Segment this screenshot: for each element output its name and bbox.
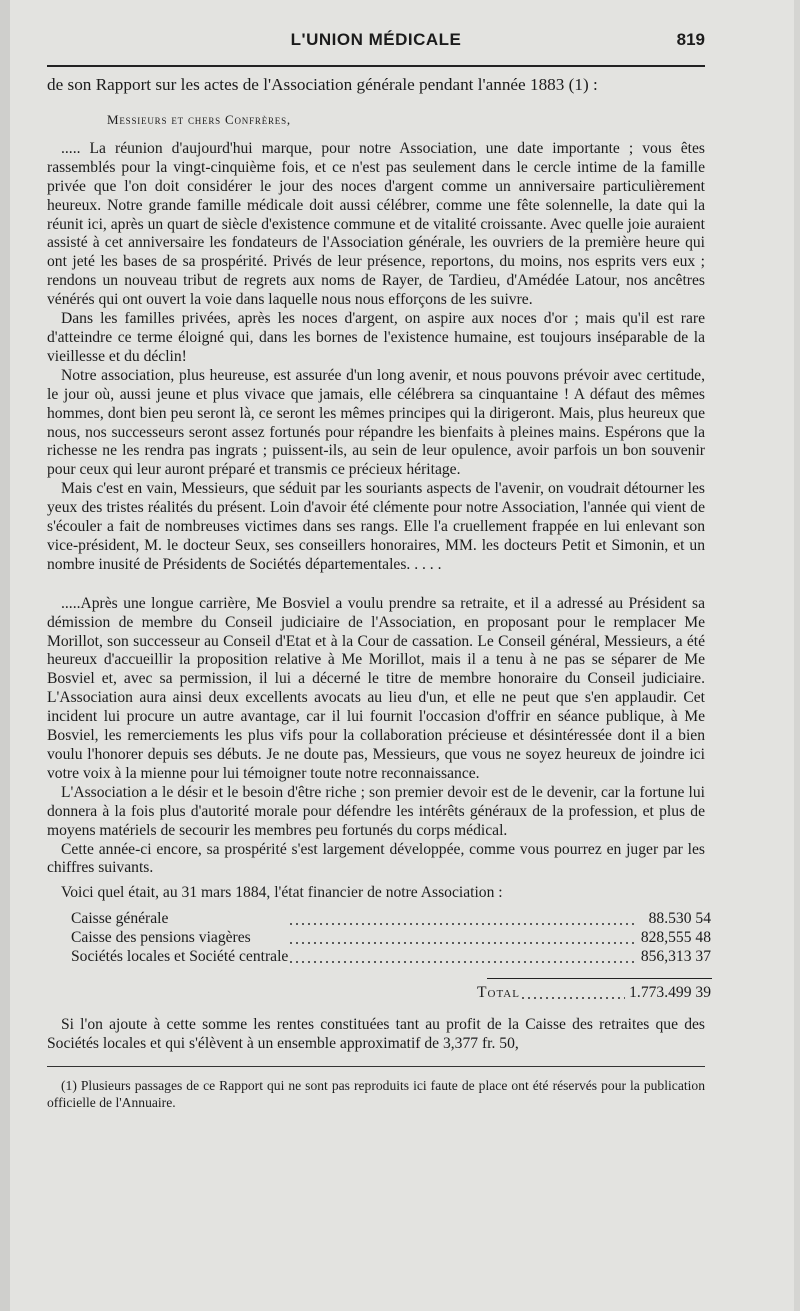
running-title: L'UNION MÉDICALE bbox=[290, 30, 462, 49]
dot-leader bbox=[520, 983, 625, 1002]
row-label: Caisse des pensions viagères bbox=[71, 929, 251, 947]
paragraph: .....Après une longue carrière, Me Bosviel a voulu prendre sa retraite, et il a adressé au Président sa démission de membre du Conseil judiciaire de l'Association, en proposant pour le remplacer Me Morillot, son successeur au Conseil d'Etat et à la Cour de cassation. Le Conseil général, Messieurs, a été heureux d'accueillir la proposition relative à Me Morillot, mais il a tenu à ne pas se séparer de Me Bosviel et, avec sa permission, il lui a décerné le titre de membre honoraire du Conseil judiciaire. L'Association aura ainsi deux excellents avocats au lieu d'un, et elle ne peut que s'en applaudir. Cet incident lui procure un autre avantage, car il lui fournit l'occasion d'offrir en séance publique, à Me Bosviel, les remerciements les plus vifs pour la collaboration précieuse et désintéressée dont il a bien voulu l'honorer depuis ses débuts. Je ne doute pas, Messieurs, que vous ne soyez heureux de joindre ici votre voix à la mienne pour lui témoigner toute notre reconnaissance. bbox=[47, 594, 705, 782]
page-number: 819 bbox=[676, 30, 705, 49]
total-label: Total bbox=[477, 984, 520, 1002]
lead-paragraph: de son Rapport sur les actes de l'Association générale pendant l'année 1883 (1) : bbox=[47, 75, 598, 94]
page-header bbox=[47, 30, 705, 60]
dot-leader bbox=[288, 928, 636, 947]
paragraph: ..... La réunion d'aujourd'hui marque, pour notre Association, une date importante ; vous êtes rassemblés pour la vingt-cinquième fois, et ce n'est pas seulement dans le cercle intime de la famille privée que l'on doit considérer le jour des noces d'argent comme un anniversaire particulièrement heureux. Notre grande famille médicale doit aussi célébrer, comme une fête solennelle, la date qui la réunit ici, après un quart de siècle d'existence commune et de vitalité croissante. Avec quelle joie auraient assisté à cet anniversaire les fondateurs de l'Association générale, les ouvriers de la première heure qui ont jeté les bases de sa prospérité. Privés de leur présence, reportons, du moins, nos esprits vers eux ; rendons un nouveau tribut de regrets aux noms de Rayer, de Tardieu, d'Amédée Latour, nos ancêtres vénérés qui ont ouvert la voie dans laquelle nous nous efforçons de les suivre. bbox=[47, 139, 705, 309]
salutation: Messieurs et chers Confrères, bbox=[107, 112, 291, 127]
row-amount: 856,313 37 bbox=[640, 948, 711, 966]
paragraph: Mais c'est en vain, Messieurs, que séduit par les souriants aspects de l'avenir, on voudrait détourner les yeux des tristes réalités du présent. Loin d'avoir été clémente pour notre Association, l'année qui vient de s'écouler a fait de nombreuses victimes dans ses rangs. Elle l'a cruellement frappée en lui enlevant son vice-président, M. le docteur Seux, ses conseillers honoraires, MM. les docteurs Petit et Simonin, et un nombre inusité de Présidents de Sociétés départementales. . . . . bbox=[47, 480, 705, 573]
table-row bbox=[71, 909, 711, 928]
financial-intro: Voici quel était, au 31 mars 1884, l'état financier de notre Association : bbox=[61, 884, 503, 902]
dot-leader bbox=[288, 909, 636, 928]
table-row bbox=[71, 947, 711, 966]
article-body bbox=[47, 75, 711, 1111]
header-rule bbox=[47, 65, 705, 67]
row-label: Sociétés locales et Société centrale bbox=[71, 948, 289, 966]
paragraph: Cette année-ci encore, sa prospérité s'est largement développée, comme vous pourrez en juger par les chiffres suivants. bbox=[47, 840, 705, 877]
total-amount: 1.773.499 39 bbox=[629, 984, 711, 1002]
row-label: Caisse générale bbox=[71, 910, 169, 928]
paragraph: Notre association, plus heureuse, est assurée d'un long avenir, et nous pouvons prévoir avec certitude, le jour où, aussi jeune et plus vivace que jamais, elle célébrera sa cinquantaine ! A défaut des mêmes hommes, dont bien peu seront là, ce seront les mêmes principes qui la dirigeront. Mais, plus heureux que nous, nos successeurs seront assez fortunés pour répandre les bienfaits à pleines mains. Espérons que la richesse ne les rendra pas ingrats ; puissent-ils, au sein de leur opulence, avoir parfois un bon souvenir pour ceux qui leur auront préparé et transmis ce précieux héritage. bbox=[47, 366, 705, 479]
row-amount: 828,555 48 bbox=[640, 929, 711, 947]
footnote: (1) Plusieurs passages de ce Rapport qui ne sont pas reproduits ici faute de place ont été réservés pour la publication officielle de l'Annuaire. bbox=[47, 1078, 705, 1111]
footnote-rule bbox=[47, 1066, 705, 1067]
page-edge-right bbox=[794, 0, 800, 1311]
paragraph: L'Association a le désir et le besoin d'être riche ; son premier devoir est de le devenir, car la fortune lui donnera à la fois plus d'autorité morale pour défendre les intérêts généraux de la profession, et plus de moyens matériels de secourir les membres peu fortunés du corps médical. bbox=[47, 783, 705, 839]
financial-table bbox=[71, 909, 711, 966]
table-row bbox=[71, 928, 711, 947]
page-edge-left bbox=[0, 0, 10, 1311]
total-row bbox=[477, 983, 711, 1002]
total-rule bbox=[487, 978, 712, 979]
row-amount: 88.530 54 bbox=[648, 910, 711, 928]
section-gap bbox=[47, 575, 705, 595]
paragraph: Dans les familles privées, après les noces d'argent, on aspire aux noces d'or ; mais qu'il est rare d'atteindre ce terme éloigné qui, dans les bornes de l'existence humaine, est toujours inséparable de la vieillesse et du déclin! bbox=[47, 310, 705, 365]
paragraph: Si l'on ajoute à cette somme les rentes constituées tant au profit de la Caisse des retraites que des Sociétés locales et qui s'élèvent à un ensemble approximatif de 3,377 fr. 50, bbox=[47, 1016, 705, 1053]
dot-leader bbox=[288, 947, 636, 966]
